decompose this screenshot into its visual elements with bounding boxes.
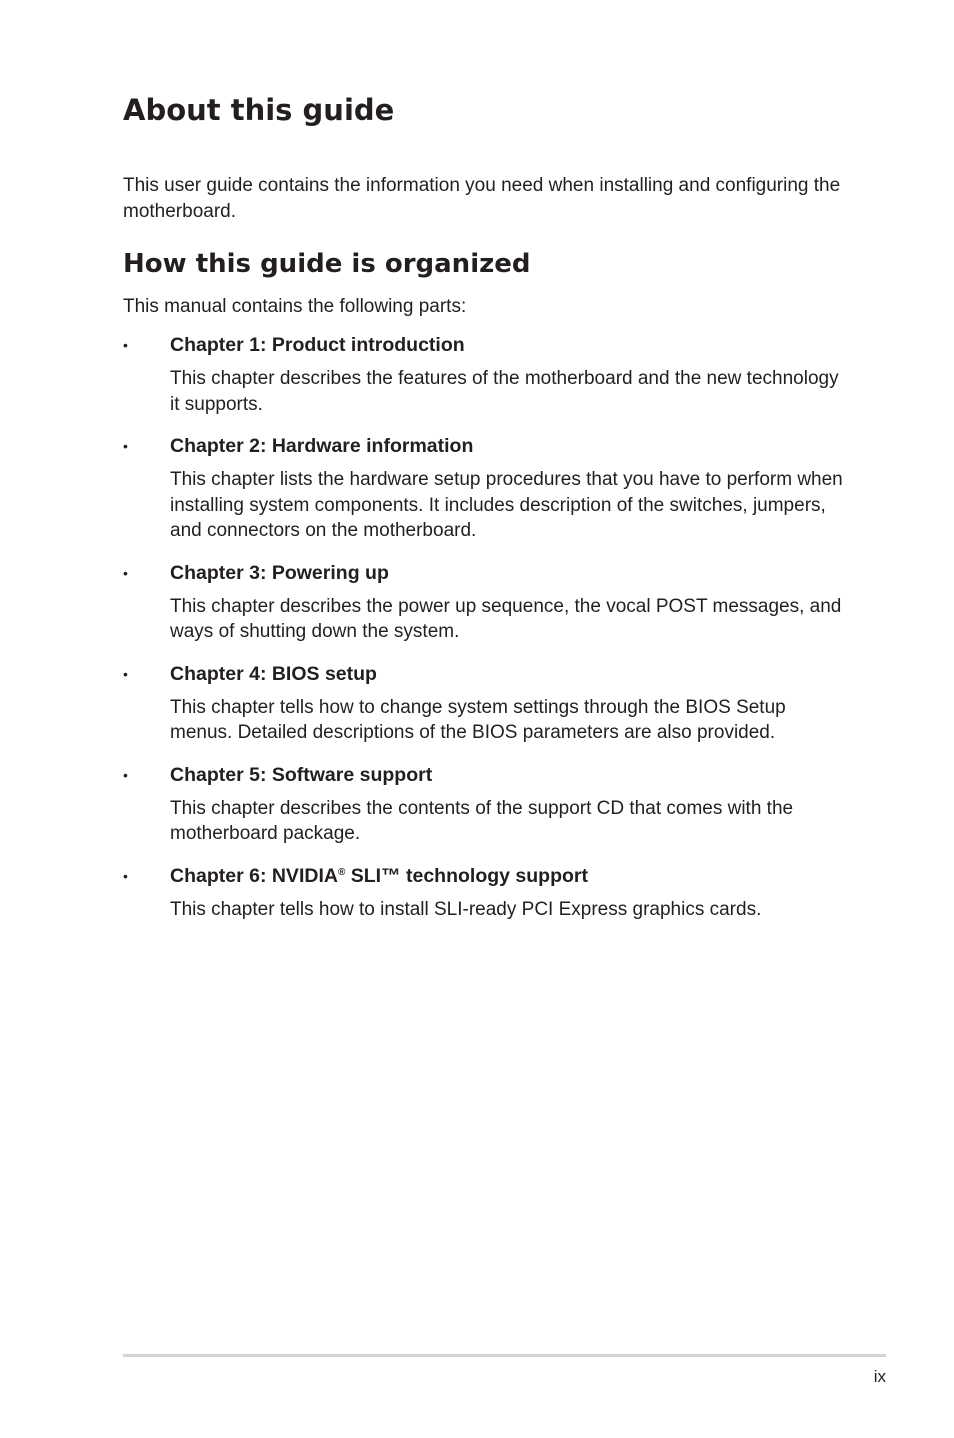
bullet: • — [123, 665, 128, 682]
page-number: ix — [873, 1367, 886, 1386]
chapter-title: Chapter 4: BIOS setup — [170, 662, 377, 685]
chapter-title: Chapter 5: Software support — [170, 763, 433, 786]
chapter-item-3 — [123, 560, 843, 645]
bullet: • — [123, 337, 128, 353]
bullet: • — [123, 867, 128, 884]
chapter-description: This chapter describes the features of the motherboard and the new technology it supports. — [170, 368, 839, 415]
section-intro: This manual contains the following parts: — [123, 296, 467, 317]
chapter-item-4 — [123, 661, 843, 746]
bullet: • — [123, 564, 128, 581]
chapter-description: This chapter describes the power up sequence, the vocal POST messages, and ways of shutting down the system. — [170, 595, 842, 642]
chapter-item-1 — [123, 332, 843, 417]
chapter-description: This chapter tells how to install SLI-ready PCI Express graphics cards. — [170, 898, 762, 920]
page-title: About this guide — [123, 93, 395, 127]
chapter-description: This chapter tells how to change system settings through the BIOS Setup menus. Detailed descriptions of the BIOS parameters are also provided. — [170, 696, 786, 743]
chapter-title-prefix: Chapter 6: NVIDIA — [170, 864, 338, 887]
footer-divider — [123, 1354, 886, 1357]
chapter-item-5 — [123, 762, 843, 847]
chapter-title: Chapter 2: Hardware information — [170, 435, 474, 457]
bullet: • — [123, 438, 128, 454]
bullet: • — [123, 766, 128, 783]
intro-paragraph: This user guide contains the information you need when installing and configuring the motherboard. — [123, 175, 841, 222]
chapter-title: Chapter 3: Powering up — [170, 561, 389, 584]
chapter-list — [123, 332, 843, 938]
chapter-description: This chapter describes the contents of the support CD that comes with the motherboard package. — [170, 797, 794, 844]
section-heading: How this guide is organized — [123, 249, 531, 279]
chapter-item-6 — [123, 863, 843, 923]
chapter-title — [170, 863, 843, 890]
chapter-description: This chapter lists the hardware setup procedures that you have to perform when installing system components. It includes description of the switches, jumpers, and connectors on the motherboard. — [170, 469, 843, 541]
chapter-title-suffix: SLI™ technology support — [345, 864, 588, 887]
registered-mark: ® — [337, 866, 346, 878]
chapter-title: Chapter 1: Product introduction — [170, 334, 465, 356]
chapter-item-2 — [123, 433, 843, 544]
